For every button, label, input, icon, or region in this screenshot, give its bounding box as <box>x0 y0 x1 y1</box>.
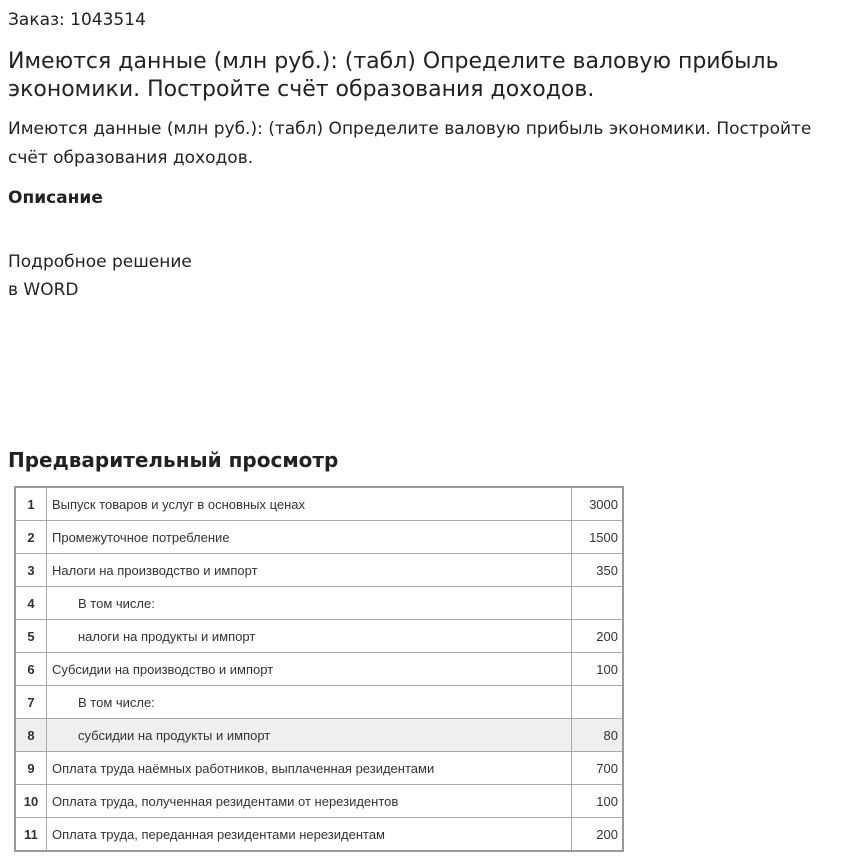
row-number: 7 <box>15 686 47 719</box>
row-label: Промежуточное потребление <box>47 521 572 554</box>
row-number: 3 <box>15 554 47 587</box>
preview-heading: Предварительный просмотр <box>8 448 339 472</box>
row-number: 10 <box>15 785 47 818</box>
row-label: В том числе: <box>47 686 572 719</box>
row-number: 11 <box>15 818 47 852</box>
page-title: Имеются данные (млн руб.): (табл) Определите валовую прибыль экономики. Постройте счёт образования доходов. <box>8 49 779 102</box>
row-label: субсидии на продукты и импорт <box>47 719 572 752</box>
row-label: Выпуск товаров и услуг в основных ценах <box>47 487 572 521</box>
row-value: 200 <box>572 620 624 653</box>
row-label: Оплата труда, переданная резидентами нерезидентам <box>47 818 572 852</box>
task-text: Имеются данные (млн руб.): (табл) Определите валовую прибыль экономики. Постройте счёт образования доходов. <box>8 119 812 168</box>
row-value <box>572 686 624 719</box>
row-value: 80 <box>572 719 624 752</box>
row-value: 350 <box>572 554 624 587</box>
row-label: Субсидии на производство и импорт <box>47 653 572 686</box>
row-number: 6 <box>15 653 47 686</box>
row-label: налоги на продукты и импорт <box>47 620 572 653</box>
table-row <box>15 487 623 521</box>
row-value: 700 <box>572 752 624 785</box>
row-label: Оплата труда, полученная резидентами от нерезидентов <box>47 785 572 818</box>
table-row <box>15 818 623 852</box>
row-label: Оплата труда наёмных работников, выплаченная резидентами <box>47 752 572 785</box>
row-number: 9 <box>15 752 47 785</box>
table-row <box>15 620 623 653</box>
table-row <box>15 653 623 686</box>
row-number: 1 <box>15 487 47 521</box>
table-row <box>15 521 623 554</box>
row-value: 200 <box>572 818 624 852</box>
row-label: В том числе: <box>47 587 572 620</box>
row-value: 100 <box>572 785 624 818</box>
table-row <box>15 554 623 587</box>
description-line: в WORD <box>8 280 79 300</box>
table-row <box>15 785 623 818</box>
table-row <box>15 686 623 719</box>
table-row <box>15 752 623 785</box>
row-number: 8 <box>15 719 47 752</box>
row-number: 5 <box>15 620 47 653</box>
row-value: 100 <box>572 653 624 686</box>
order-number: Заказ: 1043514 <box>8 10 146 30</box>
description-heading: Описание <box>8 188 103 208</box>
row-label: Налоги на производство и импорт <box>47 554 572 587</box>
row-number: 2 <box>15 521 47 554</box>
description-line: Подробное решение <box>8 252 192 272</box>
row-value <box>572 587 624 620</box>
row-number: 4 <box>15 587 47 620</box>
row-value: 1500 <box>572 521 624 554</box>
description-body <box>8 248 192 304</box>
row-value: 3000 <box>572 487 624 521</box>
table-row <box>15 587 623 620</box>
preview-table <box>14 486 624 852</box>
table-row <box>15 719 623 752</box>
